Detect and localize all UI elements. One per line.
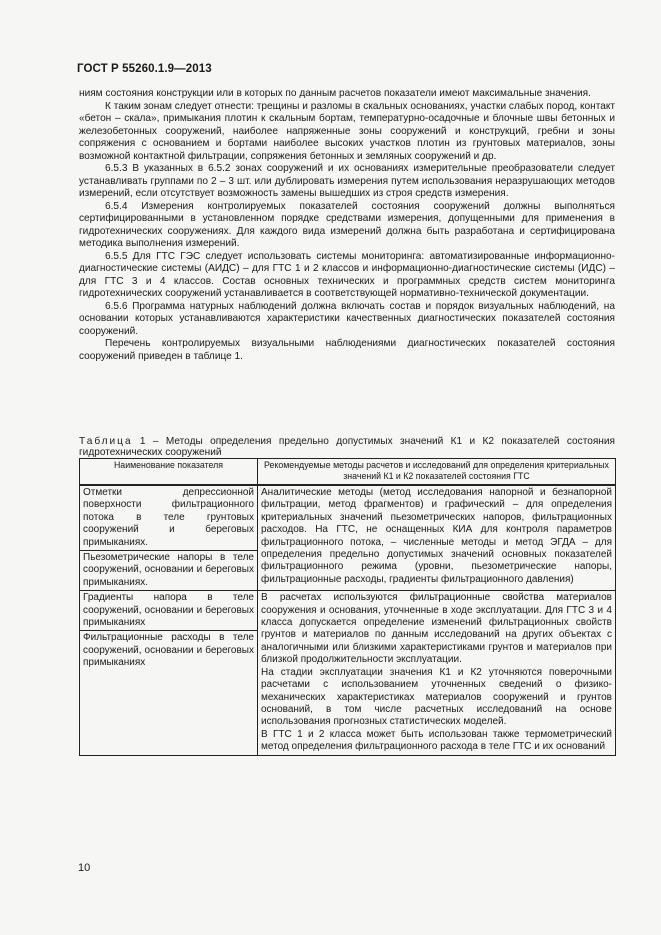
indicator-cell [80,485,258,591]
table-header-row [80,459,616,486]
indicator-head-gradients: Градиенты напора в теле сооружений, основании и береговых примыканиях [83,592,254,629]
document-header: ГОСТ Р 55260.1.9—2013 [77,63,212,75]
paragraph-zones: К таким зонам следует отнести: трещины и разломы в скальных основаниях, участки слабых пород, контакт «бетон – скала», примыкания плотин к скальным бортам, температурно-осадочные и блочные швы бетонных и железобетонных сооружений, наиболее напряженные зоны сооружений и конструкций, гребни и зоны сопряжения с основанием и бортами наиболее высоких участков плотин из грунтовых материалов, зоны возможной контактной фильтрации, сопряжения бетонных и земляных сооружений и др. [79,100,615,162]
table-caption-word: Таблица [79,436,133,447]
methods-filtration-properties: В расчетах используются фильтрационные свойства материалов сооружения и основания, уточненные в ходе эксплуатации. Для ГТС 3 и 4 класса допускается определение изменений фильтрационных свойств грунтов и материалов по данным исследований на других объектах с аналогичными или близкими характеристиками грунтов и материалов при близкой продолжительности эксплуатации. [261,592,612,666]
methods-table [79,458,616,756]
paragraph-6-5-4: 6.5.4 Измерения контролируемых показателей состояния сооружений должны выполняться сертифицированными в установленном порядке средствами измерения, допущенными для применения в гидротехнических сооружениях. Для каждого вида измерений должна быть разработана и сертифицирована методика выполнения измерений. [79,200,615,249]
column-header-methods: Рекомендуемые методы расчетов и исследований для определения критериальных значений К1 и К2 показателей состояния ГТС [258,459,616,486]
indicator-cell [80,591,258,755]
table-row [80,485,616,591]
indicator-depression-surface: Отметки депрессионной поверхности фильтрационного потока в теле грунтовых сооружений и береговых примыканиях. [83,487,254,548]
column-header-indicator: Наименование показателя [80,459,258,486]
page-number: 10 [78,862,91,874]
indicator-piezometric-heads: Пьезометрические напоры в теле сооружений, основании и береговых примыканиях. [80,550,257,590]
paragraph-6-5-3: 6.5.3 В указанных в 6.5.2 зонах сооружений и их основаниях измерительные преобразователи следует устанавливать группами по 2 – 3 шт. или дублировать измерения путем использования неразрушающих методов измерений, если отсутствует возможность замены вышедших из строя средств измерения. [79,163,615,199]
table-caption-text: 1 – Методы определения предельно допустимых значений К1 и К2 показателей состояния гидротехнических сооружений [79,436,615,459]
paragraph-continuation: ниям состояния конструкции или в которых по данным расчетов показатели имеют максимальные значения. [79,88,591,99]
methods-thermometric: В ГТС 1 и 2 класса может быть использован также термометрический метод определения фильтрационного расхода в теле ГТС и их оснований [261,728,612,753]
indicator-seepage-flow: Фильтрационные расходы в теле сооружений, основании и береговых примыканиях [80,630,257,670]
methods-verification-calculations: На стадии эксплуатации значения К1 и К2 уточняются поверочными расчетами с использованием уточненных сведений о физико-механических характеристиках материалов сооружений и грунтов оснований, в том числе расчетных исследований на основе использования прогнозных статистических моделей. [261,666,612,728]
paragraph-6-5-5: 6.5.5 Для ГТС ГЭС следует использовать системы мониторинга: автоматизированные информационно-диагностические системы (АИДС) – для ГТС 1 и 2 классов и информационно-диагностические системы (ИДС) – для ГТС 3 и 4 классов. Состав основных технических и программных средств систем мониторинга гидротехнических сооружений устанавливается в соответствующей нормативно-технической документации. [79,250,615,299]
table-caption [79,436,615,459]
paragraph-table-reference: Перечень контролируемых визуальными наблюдениями диагностических показателей состояния сооружений приведен в таблице 1. [79,338,615,362]
methods-cell [258,485,616,591]
paragraph-6-5-6: 6.5.6 Программа натурных наблюдений должна включать состав и порядок визуальных наблюдений, на основании которых устанавливаются характеристики качественных диагностических показателей состояния сооружений. [79,300,615,337]
table-row [80,591,616,755]
methods-analytical: Аналитические методы (метод исследования напорной и безнапорной фильтрации, метод фрагментов) и графический – для определения критериальных значений пьезометрических напоров, фильтрационных расходов. На ГТС, не оснащенных КИА для контроля параметров фильтрационного потока, – численные методы и метод ЭГДА – для определения предельно допустимых значений основных показателей фильтрационного режима (уровни, пьезометрические напоры, фильтрационные расходы, градиенты фильтрационного давления) [261,487,612,585]
body-text [79,88,615,363]
methods-cell [258,591,616,755]
